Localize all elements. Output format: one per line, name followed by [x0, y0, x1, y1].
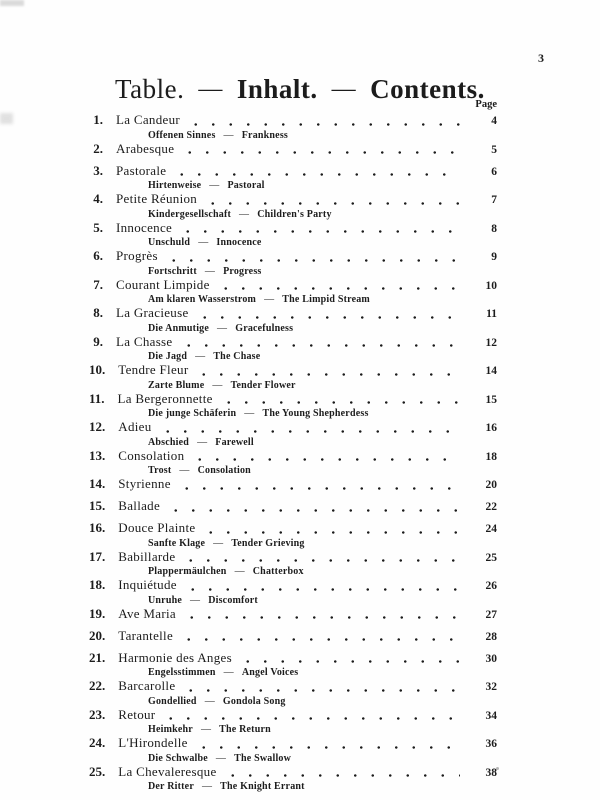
entry-subtitle-german: Am klaren Wasserstrom — [148, 294, 257, 305]
toc-entry — [89, 765, 497, 794]
toc-entry-main-line — [89, 335, 497, 351]
toc-entry — [89, 192, 497, 221]
entry-subtitle-german: Die junge Schäferin — [148, 408, 237, 419]
toc-entry-main-line — [89, 578, 497, 594]
entry-subtitle-german: Die Schwalbe — [148, 752, 208, 764]
entry-page-number: 18 — [485, 450, 497, 463]
em-dash: — — [209, 180, 220, 191]
em-dash: — — [264, 294, 275, 305]
toc-entry-main-line — [89, 192, 497, 208]
entry-title: Ballade — [118, 498, 161, 513]
dot-leader — [202, 192, 460, 208]
entry-subtitle-english: Chatterbox — [252, 566, 304, 577]
dot-leader — [160, 708, 460, 724]
em-dash: — — [234, 566, 245, 577]
entry-subtitle-german: Unruhe — [148, 594, 182, 606]
entry-title: Innocence — [116, 219, 173, 235]
entry-title: Pastorale — [116, 162, 167, 178]
toc-entry-main-line — [89, 629, 497, 645]
entry-number: 25. — [89, 763, 106, 779]
entry-page-number: 7 — [491, 194, 497, 206]
entry-page-number: 12 — [485, 336, 497, 349]
toc-entry — [89, 392, 497, 421]
toc-entry — [89, 550, 497, 579]
dot-leader — [182, 578, 460, 594]
entry-subtitle-english: Gracefulness — [235, 322, 294, 334]
toc-entry-main-line — [89, 164, 497, 180]
toc-entry-main-line — [89, 607, 497, 623]
dot-leader — [181, 607, 460, 623]
toc-list — [89, 113, 497, 793]
entry-number: 15. — [89, 498, 106, 513]
entry-number: 3. — [93, 162, 103, 178]
toc-entry-subtitle-line — [89, 780, 497, 793]
entry-title: La Candeur — [116, 112, 181, 127]
entry-title: La Gracieuse — [116, 305, 189, 320]
dot-leader — [163, 249, 460, 265]
em-dash: — — [331, 76, 357, 103]
dot-leader — [165, 499, 460, 515]
entry-page-number: 16 — [485, 422, 497, 434]
entry-number: 5. — [93, 219, 103, 235]
toc-entry — [89, 420, 497, 449]
toc-entry — [89, 629, 497, 645]
toc-entry — [89, 221, 497, 250]
toc-entry-subtitle-line — [89, 436, 497, 449]
em-dash: — — [215, 752, 227, 764]
toc-entry-subtitle-line — [89, 208, 497, 221]
entry-number: 18. — [89, 577, 106, 592]
toc-entry-main-line — [89, 477, 497, 493]
entry-number: 7. — [93, 276, 103, 292]
dot-leader — [179, 142, 460, 158]
entry-number: 13. — [89, 447, 106, 463]
toc-entry-main-line — [89, 113, 497, 129]
entry-subtitle-english: Tender Grieving — [231, 537, 305, 549]
entry-page-number: 38 — [485, 766, 497, 779]
page-column-header: Page — [475, 99, 497, 110]
entry-number: 11. — [89, 390, 105, 406]
em-dash: — — [213, 537, 224, 549]
entry-subtitle-english: Pastoral — [227, 180, 265, 191]
em-dash: — — [198, 237, 209, 248]
entry-subtitle-german: Gondellied — [148, 695, 197, 707]
entry-title: Styrienne — [118, 476, 171, 491]
em-dash: — — [239, 208, 250, 220]
dot-leader — [185, 113, 460, 129]
toc-entry-main-line — [89, 521, 497, 537]
toc-entry — [89, 363, 497, 392]
em-dash: — — [201, 781, 213, 792]
entry-subtitle-english: Tender Flower — [230, 379, 296, 391]
toc-entry-main-line — [89, 550, 497, 566]
entry-page-number: 25 — [485, 551, 497, 564]
toc-entry — [89, 679, 497, 708]
toc-entry — [89, 499, 497, 515]
dot-leader — [215, 278, 460, 294]
em-dash: — — [204, 695, 215, 707]
toc-entry-main-line — [89, 679, 497, 695]
entry-subtitle-german: Hirtenweise — [148, 180, 202, 191]
em-dash: — — [204, 265, 216, 277]
toc-entry — [89, 607, 497, 623]
toc-entry-subtitle-line — [89, 594, 497, 607]
toc-entry — [89, 335, 497, 364]
toc-entry-main-line — [89, 363, 497, 379]
toc-entry-subtitle-line — [89, 537, 497, 550]
dot-leader — [200, 521, 460, 537]
toc-entry-main-line — [89, 142, 497, 158]
entry-subtitle-english: The Knight Errant — [220, 781, 305, 792]
toc-entry — [89, 278, 497, 307]
toc-entry-main-line — [89, 221, 497, 237]
entry-number: 14. — [89, 476, 106, 491]
dot-leader — [193, 736, 460, 752]
scan-artifact-smudge — [0, 113, 13, 124]
entry-page-number: 5 — [491, 143, 497, 156]
entry-page-number: 24 — [485, 523, 497, 535]
toc-entry — [89, 164, 497, 193]
toc-entry-main-line — [89, 306, 497, 322]
toc-entry — [89, 651, 497, 680]
entry-title: Babillarde — [118, 548, 176, 564]
entry-subtitle-german: Die Jagd — [148, 351, 188, 362]
em-dash: — — [212, 379, 223, 391]
entry-title: Tendre Fleur — [118, 362, 189, 377]
dot-leader — [157, 420, 460, 436]
dot-leader — [171, 164, 460, 180]
entry-title: Harmonie des Anges — [118, 649, 232, 665]
entry-subtitle-english: Frankness — [241, 129, 289, 141]
entry-subtitle-german: Fortschritt — [148, 265, 197, 277]
toc-entry — [89, 449, 497, 478]
entry-title: Consolation — [118, 447, 185, 463]
toc-entry — [89, 249, 497, 278]
em-dash: — — [223, 129, 234, 141]
title-french: Table. — [115, 74, 185, 105]
entry-title: Retour — [118, 706, 156, 722]
entry-page-number: 28 — [485, 630, 497, 643]
em-dash: — — [244, 408, 255, 419]
dot-leader — [218, 392, 460, 408]
toc-entry — [89, 521, 497, 550]
toc-entry — [89, 306, 497, 335]
entry-page-number: 26 — [485, 580, 497, 592]
entry-title: Douce Plainte — [118, 520, 196, 535]
entry-page-number: 4 — [491, 115, 497, 127]
entry-subtitle-english: The Return — [219, 724, 271, 735]
toc-entry-main-line — [89, 249, 497, 265]
em-dash: — — [197, 436, 208, 448]
entry-subtitle-english: Discomfort — [208, 594, 258, 606]
entry-page-number: 8 — [491, 222, 497, 235]
entry-subtitle-german: Zarte Blume — [148, 379, 205, 391]
entry-subtitle-german: Der Ritter — [148, 781, 194, 792]
entry-number: 9. — [93, 333, 103, 349]
entry-subtitle-english: Innocence — [216, 237, 262, 248]
em-dash: — — [195, 351, 206, 362]
entry-number: 23. — [89, 706, 106, 722]
toc-entry — [89, 477, 497, 493]
toc-entry-subtitle-line — [89, 322, 497, 335]
toc-entry-main-line — [89, 392, 497, 408]
entry-number: 10. — [89, 362, 106, 377]
entry-title: Adieu — [118, 419, 152, 434]
entry-subtitle-german: Plappermäulchen — [148, 566, 227, 577]
em-dash: — — [217, 322, 228, 334]
entry-page-number: 32 — [485, 681, 497, 693]
entry-title: Petite Réunion — [116, 191, 198, 206]
toc-entry — [89, 708, 497, 737]
em-dash: — — [223, 667, 234, 678]
title-english: Contents. — [370, 74, 485, 105]
entry-title: La Bergeronnette — [117, 390, 213, 406]
dot-leader — [178, 335, 461, 351]
toc-entry-subtitle-line — [89, 695, 497, 708]
entry-number: 12. — [89, 419, 106, 434]
entry-subtitle-english: The Swallow — [234, 752, 292, 764]
entry-title: Arabesque — [116, 140, 175, 156]
entry-number: 1. — [93, 112, 103, 127]
entry-title: Progrès — [116, 248, 158, 263]
entry-title: Barcarolle — [118, 678, 176, 693]
entry-number: 22. — [89, 678, 106, 693]
entry-subtitle-german: Die Anmutige — [148, 322, 210, 334]
entry-page-number: 15 — [485, 393, 497, 406]
dot-leader — [193, 363, 460, 379]
em-dash: — — [198, 76, 223, 103]
scan-artifact-smudge — [0, 0, 24, 6]
entry-title: Ave Maria — [118, 605, 176, 621]
dot-leader — [180, 679, 460, 695]
entry-title: La Chasse — [116, 333, 173, 349]
entry-number: 24. — [89, 735, 106, 750]
entry-page-number: 14 — [485, 365, 497, 377]
entry-subtitle-english: Children's Party — [257, 208, 332, 220]
entry-number: 6. — [93, 248, 103, 263]
entry-number: 21. — [89, 649, 106, 665]
entry-page-number: 22 — [485, 501, 497, 513]
dot-leader — [177, 221, 460, 237]
entry-subtitle-english: Consolation — [197, 465, 251, 476]
dot-leader — [176, 477, 460, 493]
toc-entry-main-line — [89, 651, 497, 667]
entry-subtitle-german: Unschuld — [148, 237, 191, 248]
entry-subtitle-english: Gondola Song — [222, 695, 286, 707]
entry-page-number: 9 — [491, 251, 497, 263]
toc-entry-main-line — [89, 736, 497, 752]
entry-number: 4. — [93, 191, 103, 206]
toc-entry-main-line — [89, 499, 497, 515]
entry-page-number: 27 — [485, 608, 497, 621]
toc-entry — [89, 113, 497, 142]
toc-entry — [89, 736, 497, 765]
entry-page-number: 6 — [491, 165, 497, 178]
dot-leader — [180, 550, 460, 566]
dot-leader — [189, 449, 460, 465]
entry-page-number: 36 — [485, 738, 497, 750]
entry-page-number: 11 — [486, 308, 497, 320]
entry-title: La Chevaleresque — [118, 763, 217, 779]
entry-subtitle-english: Progress — [223, 265, 262, 277]
dot-leader — [222, 765, 460, 781]
folio-page-number: 3 — [538, 51, 544, 65]
entry-title: L'Hirondelle — [118, 735, 188, 750]
entry-number: 20. — [89, 627, 106, 643]
em-dash: — — [200, 724, 212, 735]
entry-subtitle-german: Engelsstimmen — [148, 667, 216, 678]
toc-entry-main-line — [89, 420, 497, 436]
entry-number: 17. — [89, 548, 106, 564]
entry-subtitle-german: Kindergesellschaft — [148, 208, 232, 220]
toc-entry-subtitle-line — [89, 129, 497, 142]
entry-page-number: 30 — [485, 652, 497, 665]
entry-page-number: 10 — [485, 279, 497, 292]
em-dash: — — [189, 594, 201, 606]
entry-number: 8. — [93, 305, 103, 320]
entry-subtitle-english: Angel Voices — [241, 667, 299, 678]
toc-entry-main-line — [89, 708, 497, 724]
entry-number: 2. — [93, 140, 103, 156]
entry-page-number: 20 — [485, 479, 497, 491]
toc-entry — [89, 578, 497, 607]
entry-page-number: 34 — [485, 709, 497, 722]
entry-subtitle-german: Trost — [148, 465, 172, 476]
entry-subtitle-german: Heimkehr — [148, 724, 193, 735]
entry-subtitle-english: The Young Shepherdess — [262, 408, 369, 419]
toc-entry-main-line — [89, 278, 497, 294]
entry-number: 16. — [89, 520, 106, 535]
entry-subtitle-english: Farewell — [215, 436, 254, 448]
toc-entry-main-line — [89, 449, 497, 465]
toc-entry-subtitle-line — [89, 379, 497, 392]
dot-leader — [178, 629, 460, 645]
toc-entry-subtitle-line — [89, 265, 497, 278]
title-german: Inhalt. — [236, 74, 318, 105]
entry-number: 19. — [89, 605, 106, 621]
toc-entry — [89, 142, 497, 158]
toc-entry-subtitle-line — [89, 752, 497, 765]
dot-leader — [194, 306, 460, 322]
em-dash: — — [179, 465, 190, 476]
entry-title: Inquiétude — [118, 577, 177, 592]
toc-entry-main-line — [89, 765, 497, 781]
dot-leader — [237, 651, 460, 667]
entry-title: Tarantelle — [118, 627, 174, 643]
entry-subtitle-english: The Chase — [213, 351, 261, 362]
entry-subtitle-english: The Limpid Stream — [282, 294, 370, 305]
entry-subtitle-german: Offenen Sinnes — [148, 129, 216, 141]
entry-subtitle-german: Sanfte Klage — [148, 537, 206, 549]
entry-subtitle-german: Abschied — [148, 436, 190, 448]
entry-title: Courant Limpide — [116, 276, 210, 292]
